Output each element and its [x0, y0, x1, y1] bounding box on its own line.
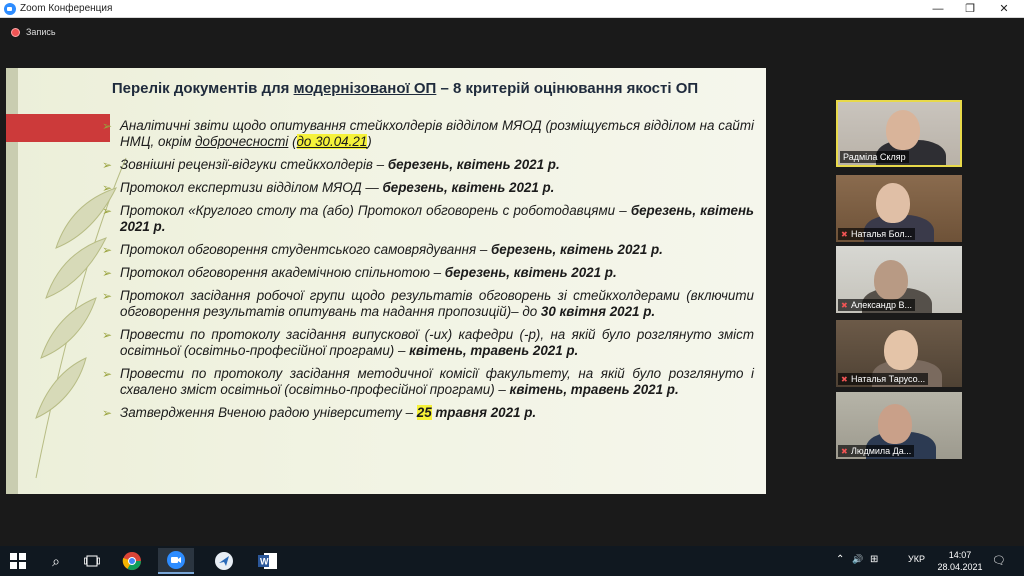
title-text: Перелік документів для	[111, 80, 294, 97]
item-text-mid: (	[288, 134, 297, 149]
item-bold: березень, квітень 2021 р.	[387, 157, 560, 172]
item-bold: квітень, травень 2021 р.	[409, 343, 579, 358]
participant-name	[838, 299, 915, 311]
list-item	[102, 118, 754, 150]
mic-muted-icon: ✖	[841, 230, 848, 239]
tray-expand-icon[interactable]: ⌃	[836, 554, 845, 565]
item-text: Протокол обговорення академічною спільнотою –	[120, 265, 445, 280]
item-text: Провести по протоколу засідання методичної комісії факультету, на якій було розглянуто і схвалено зміст освітньої (освітньо-професійної програми) –	[120, 366, 754, 397]
name-text: Наталья Тарусо...	[851, 374, 926, 384]
item-bold: березень, квітень 2021 р.	[491, 242, 663, 257]
name-text: Людмила Да...	[851, 446, 912, 456]
recording-label[interactable]: Запись	[26, 27, 56, 37]
zoom-taskbar-button[interactable]	[158, 548, 194, 574]
windows-logo-icon	[10, 553, 26, 569]
person-head	[874, 260, 908, 300]
zoom-icon	[166, 550, 186, 570]
item-highlight: до 30.04.21	[296, 134, 368, 149]
item-text: Протокол засідання робочої групи щодо результатів обговорень зі стейкхолдерами (включити обговорення результатів опитувань та надання пропозицій)– до	[120, 288, 754, 319]
shared-slide	[6, 68, 766, 494]
deco-leaf	[36, 358, 86, 418]
participant-name	[840, 151, 909, 163]
item-text-end: )	[367, 134, 372, 149]
list-item	[102, 180, 754, 196]
item-highlight: 25	[416, 405, 432, 420]
participant-tile[interactable]	[836, 246, 962, 313]
mic-muted-icon: ✖	[841, 375, 848, 384]
item-underlined: доброчесності	[195, 134, 289, 149]
item-bold: травня 2021 р.	[431, 405, 537, 420]
maximize-button[interactable]: ❐	[965, 3, 975, 15]
item-text: Аналітичні звіти щодо опитування стейкхолдерів відділом МЯОД (розміщується відділом на сайті НМЦ, окрім	[120, 118, 754, 149]
word-icon	[258, 552, 278, 570]
item-text: Затвердження Вченою радою університету –	[120, 405, 417, 420]
network-icon[interactable]: ⊞	[870, 554, 879, 565]
volume-icon[interactable]: 🔊	[852, 554, 864, 564]
list-item	[102, 288, 754, 320]
language-indicator[interactable]: УКР	[908, 554, 925, 564]
title-underlined: модернізованої ОП	[293, 80, 437, 97]
item-text: Протокол експертизи відділом МЯОД —	[120, 180, 383, 195]
minimize-button[interactable]: —	[932, 3, 944, 15]
person-head	[884, 330, 918, 370]
list-item	[102, 265, 754, 281]
name-text: Александр В...	[851, 300, 913, 310]
participant-name	[838, 373, 928, 385]
item-text: Протокол «Круглого столу та (або) Протокол обговорень с роботодавцями –	[120, 203, 631, 218]
record-dot-icon	[11, 28, 20, 37]
search-icon: ⌕	[52, 552, 60, 569]
deco-leaf	[41, 298, 96, 358]
task-view-icon	[84, 554, 100, 568]
participant-name	[838, 445, 914, 457]
list-item	[102, 242, 754, 258]
list-item	[102, 203, 754, 235]
close-button[interactable]: ✕	[999, 3, 1009, 15]
mic-muted-icon: ✖	[841, 301, 848, 310]
participant-tile[interactable]	[836, 100, 962, 167]
participant-name	[838, 228, 915, 240]
mic-muted-icon: ✖	[841, 447, 848, 456]
app-arrow-icon	[214, 551, 234, 571]
task-view-button[interactable]	[74, 548, 110, 574]
slide-bullet-list	[102, 118, 754, 428]
recording-bar	[0, 18, 1024, 46]
word-taskbar-button[interactable]	[250, 548, 286, 574]
person-head	[876, 183, 910, 223]
item-text: Зовнішні рецензії-відгуки стейкхолдерів –	[120, 157, 388, 172]
list-item	[102, 366, 754, 398]
clock-time[interactable]: 14:07	[948, 550, 972, 560]
list-item	[102, 157, 754, 173]
chrome-taskbar-button[interactable]	[114, 548, 150, 574]
item-bold: березень, квітень 2021 р.	[120, 203, 754, 234]
item-text: Протокол обговорення студентського самоврядування –	[120, 242, 492, 257]
person-head	[886, 110, 920, 150]
chrome-icon	[122, 551, 142, 571]
window-title: Zoom Конференция	[20, 3, 113, 14]
name-text: Наталья Бол...	[851, 229, 913, 239]
windows-taskbar	[0, 546, 1024, 576]
svg-text:W: W	[260, 556, 269, 567]
clock-date[interactable]: 28.04.2021	[937, 562, 983, 572]
item-text: Провести по протоколу засідання випускової (-их) кафедри (-р), на якій було розглянуто зміст освітньої (освітньо-професійної програми) –	[120, 327, 754, 358]
item-bold: березень, квітень 2021 р.	[382, 180, 555, 195]
title-text-end: – 8 критерій оцінювання якості ОП	[436, 80, 699, 97]
zoom-logo-icon	[4, 3, 16, 15]
search-button[interactable]	[38, 548, 74, 574]
item-bold: 30 квітня 2021 р.	[540, 304, 656, 319]
person-head	[878, 404, 912, 444]
window-titlebar	[0, 0, 1024, 18]
item-bold: березень, квітень 2021 р.	[444, 265, 617, 280]
app-taskbar-button[interactable]	[206, 548, 242, 574]
item-bold: квітень, травень 2021 р.	[509, 382, 679, 397]
slide-red-band	[6, 114, 110, 142]
deco-leaf	[46, 238, 106, 298]
participant-tile[interactable]	[836, 175, 962, 242]
notifications-icon[interactable]: 🗨	[992, 555, 1006, 567]
list-item	[102, 405, 754, 421]
start-button[interactable]	[0, 548, 36, 574]
slide-title	[50, 80, 760, 97]
list-item	[102, 327, 754, 359]
participant-tile[interactable]	[836, 392, 962, 459]
participant-tile[interactable]	[836, 320, 962, 387]
name-text: Радміла Скляр	[843, 152, 906, 162]
